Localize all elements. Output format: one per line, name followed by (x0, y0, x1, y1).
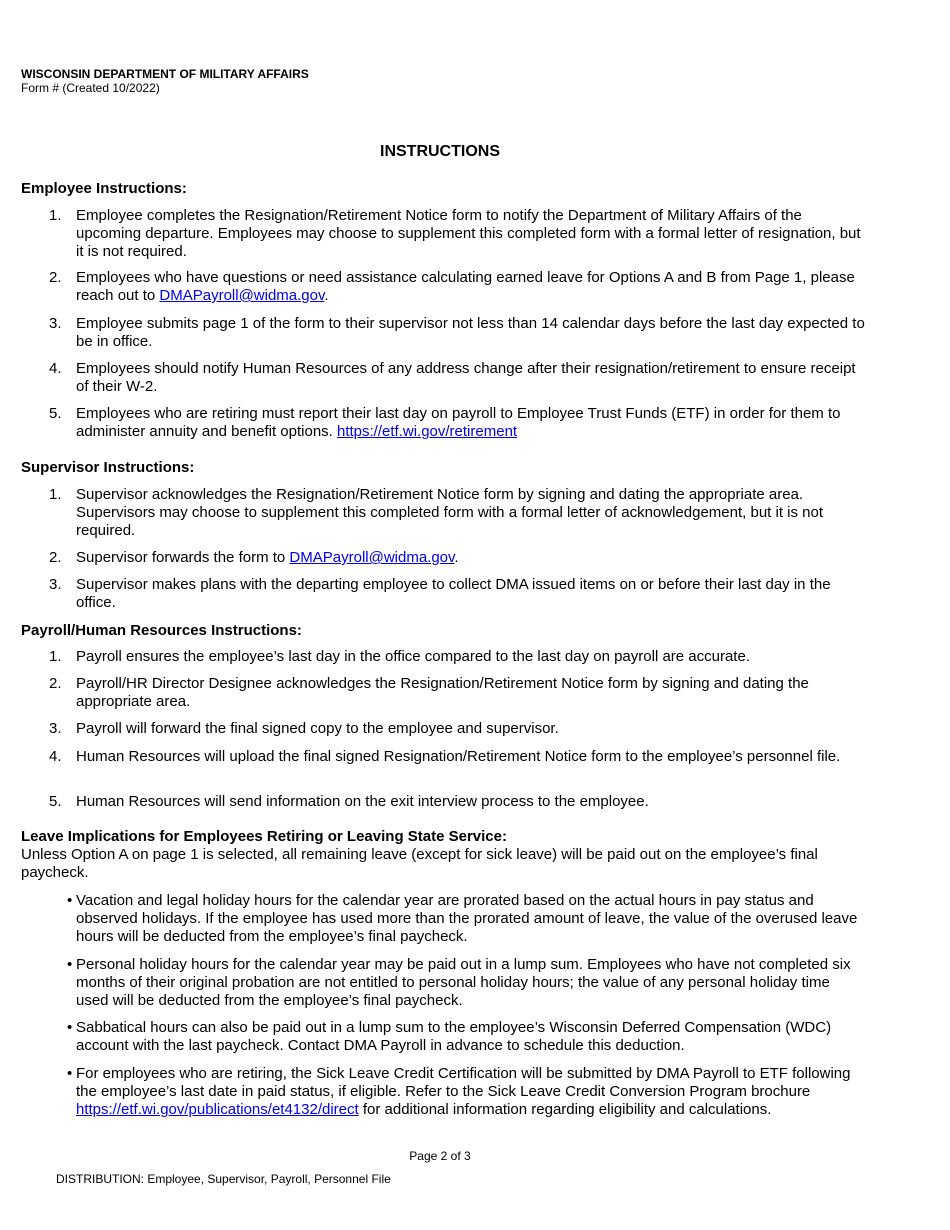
bullet-icon: • (67, 1019, 73, 1036)
supervisor-item-1 (21, 486, 866, 540)
item-text: Employees who are retiring must report their last day on payroll to Employee Trust Funds (ETF) in order for them to administer annuity and benefit options. (76, 405, 841, 440)
item-number: 2. (49, 549, 62, 566)
payroll-item-4 (21, 748, 866, 766)
item-text: Employee completes the Resignation/Retirement Notice form to notify the Department of Military Affairs of the upcoming departure. Employees may choose to supplement this completed form with a formal letter of resignation, but it is not required. (76, 207, 861, 260)
supervisor-item-2 (21, 549, 866, 567)
item-text: For employees who are retiring, the Sick Leave Credit Certification will be submitted by DMA Payroll to ETF following the employee’s last date in paid status, if eligible. Refer to the Sick Leave Credit Conversion Program brochure (76, 1065, 851, 1100)
bullet-icon: • (67, 892, 73, 909)
item-number: 4. (49, 748, 62, 765)
item-text: Payroll will forward the final signed copy to the employee and supervisor. (76, 720, 559, 737)
payroll-email-link[interactable]: DMAPayroll@widma.gov (159, 287, 325, 304)
item-text: Supervisor forwards the form to (76, 549, 290, 566)
page-title: INSTRUCTIONS (380, 143, 500, 160)
item-text: Payroll/HR Director Designee acknowledges the Resignation/Retirement Notice form by signing and dating the appropriate area. (76, 675, 809, 710)
item-number: 2. (49, 675, 62, 692)
payroll-item-1 (21, 648, 866, 666)
supervisor-item-3 (21, 576, 866, 612)
bullet-icon: • (67, 956, 73, 973)
item-text: Employee submits page 1 of the form to their supervisor not less than 14 calendar days before the last day expected to be in office. (76, 315, 865, 350)
leave-intro: Unless Option A on page 1 is selected, all remaining leave (except for sick leave) will be paid out on the employee’s final paycheck. (21, 846, 818, 881)
item-number: 4. (49, 360, 62, 377)
payroll-item-3 (21, 720, 866, 738)
etf-brochure-link[interactable]: https://etf.wi.gov/publications/et4132/direct (76, 1101, 359, 1118)
employee-item-3 (21, 315, 866, 351)
item-text: Supervisor acknowledges the Resignation/Retirement Notice form by signing and dating the appropriate area. Supervisors may choose to supplement this completed form with a formal letter of acknowledgement, but it is not required. (76, 486, 824, 539)
item-number: 1. (49, 648, 62, 665)
employee-item-5 (21, 405, 866, 441)
payroll-item-5 (21, 793, 866, 811)
item-number: 3. (49, 720, 62, 737)
payroll-email-link[interactable]: DMAPayroll@widma.gov (289, 549, 455, 566)
leave-bullet-1 (21, 892, 866, 946)
item-text: Employees should notify Human Resources of any address change after their resignation/retirement to ensure receipt of their W-2. (76, 360, 856, 395)
etf-retirement-link[interactable]: https://etf.wi.gov/retirement (337, 423, 518, 440)
leave-bullet-4 (21, 1065, 866, 1119)
form-number: Form # (Created 10/2022) (21, 81, 160, 95)
item-number: 1. (49, 207, 62, 224)
item-number: 3. (49, 576, 62, 593)
item-text: Payroll ensures the employee’s last day in the office compared to the last day on payroll are accurate. (76, 648, 750, 665)
employee-item-2 (21, 269, 866, 305)
supervisor-instructions-heading: Supervisor Instructions: (21, 459, 195, 476)
item-text-end: . (454, 549, 459, 566)
leave-bullet-2 (21, 956, 866, 1010)
item-text: Human Resources will send information on the exit interview process to the employee. (76, 793, 649, 810)
employee-item-4 (21, 360, 866, 396)
item-text: Supervisor makes plans with the departing employee to collect DMA issued items on or before their last day in the office. (76, 576, 831, 611)
item-number: 1. (49, 486, 62, 503)
item-number: 3. (49, 315, 62, 332)
leave-bullet-3 (21, 1019, 866, 1055)
distribution-line: DISTRIBUTION: Employee, Supervisor, Payroll, Personnel File (56, 1172, 391, 1186)
page-number: Page 2 of 3 (409, 1149, 471, 1163)
item-text: Human Resources will upload the final signed Resignation/Retirement Notice form to the employee’s personnel file. (76, 748, 841, 765)
item-text: Vacation and legal holiday hours for the calendar year are prorated based on the actual hours in pay status and observed holidays. If the employee has used more than the prorated amount of leave, the value of the overused leave hours will be deducted from the employee’s final paycheck. (76, 892, 858, 945)
payroll-item-2 (21, 675, 866, 711)
bullet-icon: • (67, 1065, 73, 1082)
employee-item-1 (21, 207, 866, 261)
payroll-instructions-heading: Payroll/Human Resources Instructions: (21, 622, 302, 639)
item-number: 5. (49, 793, 62, 810)
item-number: 5. (49, 405, 62, 422)
item-text-end: . (324, 287, 329, 304)
item-text: Sabbatical hours can also be paid out in a lump sum to the employee’s Wisconsin Deferred Compensation (WDC) account with the last paycheck. Contact DMA Payroll in advance to schedule this deduction. (76, 1019, 832, 1054)
item-text-end: for additional information regarding eligibility and calculations. (358, 1101, 772, 1118)
item-text: Personal holiday hours for the calendar year may be paid out in a lump sum. Employees who have not completed six months of their original probation are not entitled to personal holiday hours; the value of any personal holiday time used will be deducted from the employee’s final paycheck. (76, 956, 851, 1009)
department-name: WISCONSIN DEPARTMENT OF MILITARY AFFAIRS (21, 67, 309, 81)
item-text: Employees who have questions or need assistance calculating earned leave for Options A and B from Page 1, please reach out to (76, 269, 855, 304)
item-number: 2. (49, 269, 62, 286)
employee-instructions-heading: Employee Instructions: (21, 180, 187, 197)
leave-implications-heading: Leave Implications for Employees Retiring or Leaving State Service: (21, 828, 507, 845)
